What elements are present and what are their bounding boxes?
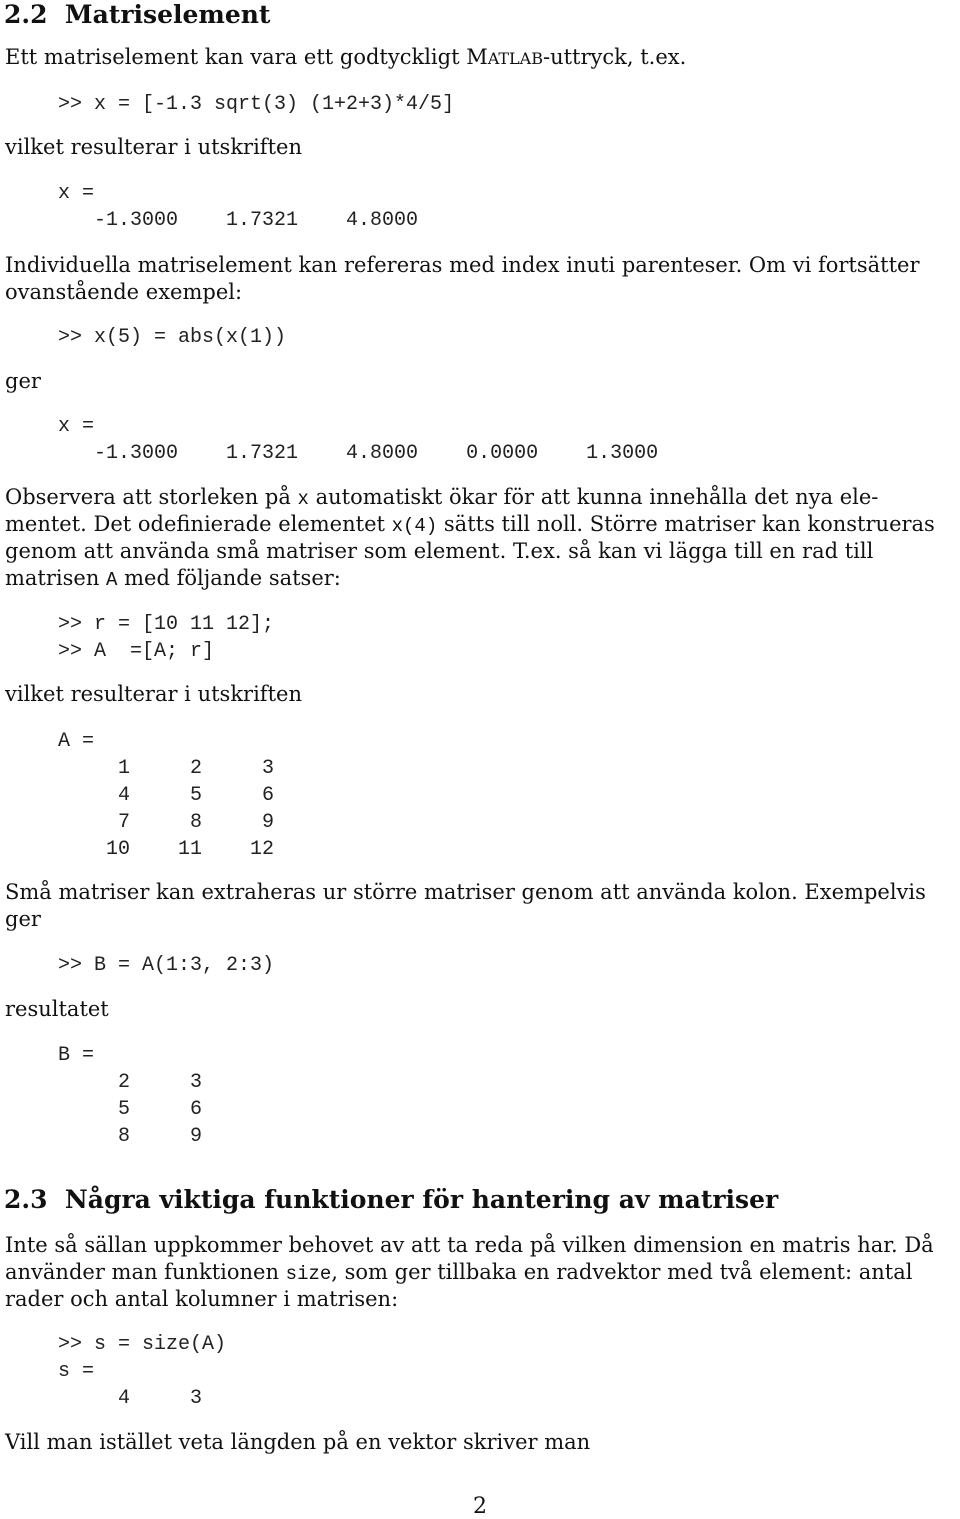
section-number: 2.2 bbox=[4, 0, 48, 29]
body-text: ovanstående exempel: bbox=[5, 280, 243, 304]
matrix-row: 7 8 9 bbox=[58, 811, 275, 834]
body-text bbox=[5, 484, 878, 513]
output-values: -1.3000 1.7321 4.8000 bbox=[58, 209, 419, 232]
inline-code: x(4) bbox=[391, 515, 438, 537]
code-line: >> B = A(1:3, 2:3) bbox=[58, 954, 275, 977]
text-run: med följande satser: bbox=[117, 566, 341, 590]
section-title: Några viktiga funktioner för hantering av matriser bbox=[64, 1185, 779, 1214]
section-heading-2-2 bbox=[4, 0, 270, 30]
inline-code: size bbox=[285, 1263, 332, 1285]
intro-text-end: -uttryck, t.ex. bbox=[543, 45, 687, 69]
matrix-row: 4 5 6 bbox=[58, 784, 275, 807]
output-values: 4 3 bbox=[58, 1387, 203, 1410]
output-head: x = bbox=[58, 182, 95, 205]
matrix-row: 1 2 3 bbox=[58, 757, 275, 780]
body-text: ger bbox=[5, 907, 41, 931]
body-text bbox=[5, 511, 935, 540]
code-line: >> A =[A; r] bbox=[58, 640, 215, 663]
code-line: >> x(5) = abs(x(1)) bbox=[58, 326, 287, 349]
text-run: sätts till noll. Större matriser kan konstrueras bbox=[437, 512, 935, 536]
matrix-row: 2 3 bbox=[58, 1071, 203, 1094]
body-text: Individuella matriselement kan refereras med index inuti parenteser. Om vi fortsätter bbox=[5, 253, 920, 277]
body-text: genom att använda små matriser som element. T.ex. så kan vi lägga till en rad till bbox=[5, 539, 874, 563]
output-head: A = bbox=[58, 730, 95, 753]
body-text: rader och antal kolumner i matrisen: bbox=[5, 1287, 399, 1311]
text-run: matrisen bbox=[5, 566, 107, 590]
inline-code: A bbox=[106, 569, 118, 591]
body-text: resultatet bbox=[5, 997, 109, 1021]
inline-code: x bbox=[297, 488, 309, 510]
intro-text: Ett matriselement kan vara ett godtyckligt M bbox=[5, 45, 488, 69]
matrix-row: 8 9 bbox=[58, 1125, 203, 1148]
matrix-row: 10 11 12 bbox=[58, 838, 275, 861]
body-text: Små matriser kan extraheras ur större matriser genom att använda kolon. Exempelvis bbox=[5, 880, 926, 904]
output-head: s = bbox=[58, 1360, 95, 1383]
section-title: Matriselement bbox=[64, 0, 271, 29]
output-values: -1.3000 1.7321 4.8000 0.0000 1.3000 bbox=[58, 442, 659, 465]
output-head: B = bbox=[58, 1044, 95, 1067]
page-number: 2 bbox=[473, 1494, 487, 1519]
matrix-row: 5 6 bbox=[58, 1098, 203, 1121]
text-run: , som ger tillbaka en radvektor med två element: antal bbox=[331, 1260, 913, 1284]
matlab-smallcaps: ATLAB bbox=[487, 49, 543, 68]
body-text: vilket resulterar i utskriften bbox=[5, 682, 302, 706]
section-heading-2-3 bbox=[4, 1185, 778, 1215]
section-number: 2.3 bbox=[4, 1185, 48, 1214]
body-text: ger bbox=[5, 369, 41, 393]
intro-paragraph bbox=[5, 44, 686, 72]
body-text: vilket resulterar i utskriften bbox=[5, 135, 302, 159]
body-text: Vill man istället veta längden på en vektor skriver man bbox=[5, 1430, 591, 1454]
body-text bbox=[5, 565, 341, 594]
text-run: Observera att storleken på bbox=[5, 485, 298, 509]
code-line: >> r = [10 11 12]; bbox=[58, 613, 275, 636]
body-text bbox=[5, 1259, 912, 1288]
text-run: använder man funktionen bbox=[5, 1260, 286, 1284]
text-run: mentet. Det odefinierade elementet bbox=[5, 512, 392, 536]
code-line: >> x = [-1.3 sqrt(3) (1+2+3)*4/5] bbox=[58, 93, 455, 116]
body-text: Inte så sällan uppkommer behovet av att ta reda på vilken dimension en matris har. Då bbox=[5, 1233, 934, 1257]
output-head: x = bbox=[58, 415, 95, 438]
text-run: automatiskt ökar för att kunna innehålla det nya ele- bbox=[308, 485, 879, 509]
code-line: >> s = size(A) bbox=[58, 1333, 227, 1356]
